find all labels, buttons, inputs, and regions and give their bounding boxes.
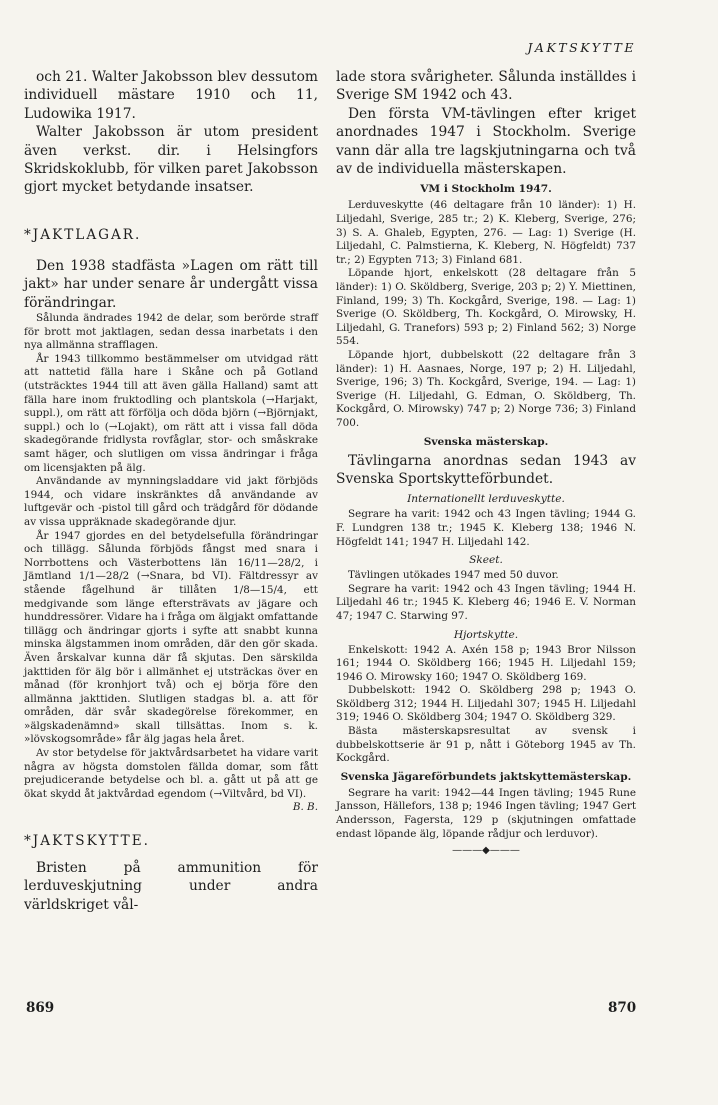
jaktlagar-paragraph: År 1943 tillkommo bestämmelser om utvidgad rätt att nattetid fälla hare i Skåne och på Gotland (utsträcktes 1944 till att även gälla Halland) samt att fälla hare inom fruktodling och plantskola (→Harjakt, suppl.), om rätt att förfölja och döda björn (→Björnjakt, suppl.) och lo (→Lojakt), om rätt att i vissa fall döda skadegörande fridlysta rovfåglar, stor- och småskrake samt häger, och slutligen om vissa ändringar i fråga om licensjakten på älg.	[24, 352, 318, 474]
hjort-heading: Hjortskytte.	[453, 628, 519, 641]
intro-paragraph: Walter Jakobsson är utom president även verkst. dir. i Helsingfors Skridskoklubb, för vilken paret Jakobsson gjort mycket betydande insatser.	[24, 124, 318, 196]
jf-results: Segrare ha varit: 1942—44 Ingen tävling; 1945 Rune Jansson, Hällefors, 138 p; 1946 Ingen tävling; 1947 Gert Andersson, Fagersta, 129 p (skjutningen omfattade endast löpande älg, löpande rådjur och lerduvor).	[336, 786, 636, 840]
jf-heading: Svenska Jägareförbundets jaktskyttemästerskap.	[340, 770, 632, 783]
vm-result: Löpande hjort, enkelskott (28 deltagare från 5 länder): 1) O. Sköldberg, Sverige, 203 p; 2) Y. Miettinen, Finland, 199; 3) Th. Kockgård, Sverige, 198. — Lag: 1) Sverige (O. Sköldberg, Th. Kockgård, O. Mirowsky, H. Liljedahl, G. Tranefors) 593 p; 2) Finland 562; 3) Norge 554.	[336, 267, 636, 348]
intl-heading: Internationellt lerduveskytte.	[407, 493, 565, 506]
page-number-left: 869	[26, 1000, 55, 1016]
vm-result: Lerduveskytte (46 deltagare från 10 länder): 1) H. Liljedahl, Sverige, 285 tr.; 2) K. Kleberg, Sverige, 276; 3) S. A. Ghaleb, Egypten, 276. — Lag: 1) Sverige (H. Liljedahl, C. Palmstierna, K. Kleberg, N. Högfeldt) 737 tr.; 2) Egypten 713; 3) Finland 681.	[336, 199, 636, 266]
jaktskytte-heading: *JAKTSKYTTE.	[24, 833, 150, 850]
ornament-divider: ———◆———	[452, 845, 520, 857]
skeet-paragraph: Segrare ha varit: 1942 och 43 Ingen tävling; 1944 H. Liljedahl 46 tr.; 1945 K. Kleberg 46; 1946 E. V. Norman 47; 1947 C. Starwing 97.	[336, 582, 636, 622]
vm-result: Löpande hjort, dubbelskott (22 deltagare från 3 länder): 1) H. Aasnaes, Norge, 197 p; 2) H. Liljedahl, Sverige, 196; 3) Th. Kockgård, Sverige, 194. — Lag: 1) Sverige (H. Liljedahl, G. Edman, O. Sköldberg, Th. Kockgård, O. Mirowsky) 747 p; 2) Norge 736; 3) Finland 700.	[336, 348, 636, 429]
continuation-paragraph: lade stora svårigheter. Sålunda inställdes i Sverige SM 1942 och 43.	[336, 69, 636, 104]
author-signature: B. B.	[292, 801, 318, 814]
left-column	[24, 68, 318, 914]
jaktlagar-paragraph: År 1947 gjordes en del betydelsefulla förändringar och tillägg. Sålunda förbjöds fångst med snara i Norrbottens och Västerbottens län 16/11—28/2, i Jämtland 1/1—28/2 (→Snara, bd VI). Fältdressyr av stående fågelhund är tillåten 1/8—15/4, ett medgivande som länge eftersträvats av jägare och hunddressörer. Vidare ha i fråga om älgjakt omfattande tillägg och ändringar gjorts i syfte att snabbt kunna minska älgstammen inom områden, där den gör skada. Även årskalvar kunna där få skjutas. Den särskilda jakttiden för älg bör i allmänhet ej utsträckas över en månad (för kronhjort två) och ej börja före den allmänna jakttiden. Slutligen stadgas bl. a. att för områden, där svår skadegörelse förekommer, en »älgskadenämnd» skall tillsättas. Inom s. k. »lövskogsområde» får älg jagas hela året.	[24, 529, 318, 746]
jaktskytte-lead: Bristen på ammunition för lerduveskjutning under andra världskriget vål-	[24, 860, 318, 913]
sm-heading: Svenska mästerskap.	[423, 435, 549, 448]
skeet-heading: Skeet.	[469, 554, 503, 567]
jaktlagar-paragraph: Sålunda ändrades 1942 de delar, som berörde straff för brott mot jaktlagen, sedan dessa inarbetats i den nya allmänna strafflagen.	[24, 312, 318, 352]
intro-paragraph: och 21. Walter Jakobsson blev dessutom individuell mästare 1910 och 11, Ludowika 1917.	[24, 69, 318, 122]
jaktlagar-paragraph: Användande av mynningsladdare vid jakt förbjöds 1944, och vidare inskränktes då användande av luftgevär och -pistol till gård och trädgård för dödande av vissa uppräknade skadegörande djur.	[24, 475, 318, 528]
skeet-paragraph: Tävlingen utökades 1947 med 50 duvor.	[348, 569, 559, 582]
running-head: JAKTSKYTTE	[527, 40, 636, 55]
sm-intro-paragraph: Tävlingarna anordnas sedan 1943 av Svenska Sportskytteförbundet.	[336, 452, 636, 487]
page-number-right: 870	[608, 1000, 637, 1016]
jaktlagar-lead: Den 1938 stadfästa »Lagen om rätt till jakt» har under senare år undergått vissa förändringar.	[24, 257, 318, 311]
jaktlagar-paragraph: Av stor betydelse för jaktvårdsarbetet ha vidare varit några av högsta domstolen fällda domar, som fått prejudicerande betydelse och bl. a. gått ut på att ge ökat skydd åt jaktvårdad egendom (→Viltvård, bd VI).	[24, 747, 318, 800]
hjort-paragraph: Enkelskott: 1942 A. Axén 158 p; 1943 Bror Nilsson 161; 1944 O. Sköldberg 166; 1945 H. Liljedahl 159; 1946 O. Mirowsky 160; 1947 O. Sköldberg 169.	[336, 643, 636, 683]
hjort-paragraph: Bästa mästerskapsresultat av svensk i dubbelskottserie är 91 p, nått i Göteborg 1945 av Th. Kockgård.	[336, 725, 636, 765]
right-column	[336, 68, 636, 859]
vm-intro-paragraph: Den första VM-tävlingen efter kriget anordnades 1947 i Stockholm. Sverige vann där alla tre lagskjutningarna och två av de individuella mästerskapen.	[336, 105, 636, 178]
intl-results: Segrare ha varit: 1942 och 43 Ingen tävling; 1944 G. F. Lundgren 138 tr.; 1945 K. Kleberg 138; 1946 N. Högfeldt 141; 1947 H. Liljedahl 142.	[336, 508, 636, 548]
jaktlagar-heading: *JAKTLAGAR.	[24, 226, 142, 243]
hjort-paragraph: Dubbelskott: 1942 O. Sköldberg 298 p; 1943 O. Sköldberg 312; 1944 H. Liljedahl 307; 1945 H. Liljedahl 319; 1946 O. Sköldberg 304; 1947 O. Sköldberg 329.	[336, 684, 636, 724]
vm-heading: VM i Stockholm 1947.	[420, 183, 552, 196]
